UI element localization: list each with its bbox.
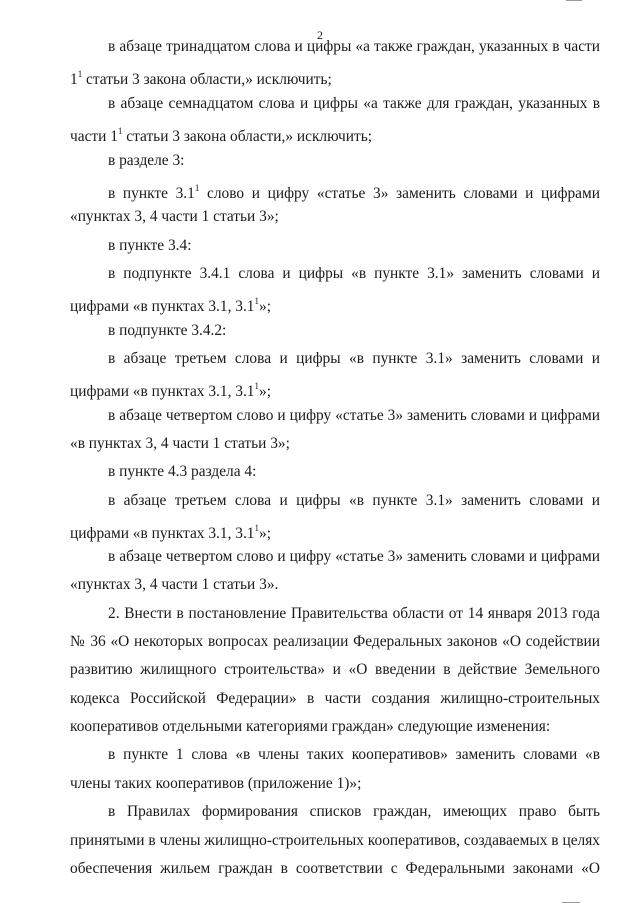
- text-line: [70, 832, 600, 850]
- text-line: [108, 95, 600, 113]
- line-text: в пункте 4.3 раздела 4:: [108, 463, 257, 480]
- text-line: [70, 775, 600, 793]
- line-text: в абзаце тринадцатом слова и цифры «а также граждан, указанных в части: [108, 38, 600, 55]
- text-line: [70, 123, 600, 146]
- text-line: [108, 548, 600, 566]
- text-line: [108, 463, 600, 481]
- line-text: развитию жилищного строительства» и «О введении в действие Земельного: [70, 661, 600, 678]
- line-text-segment: »;: [259, 383, 271, 401]
- line-text-segment: »;: [259, 298, 271, 316]
- text-line: [70, 633, 600, 651]
- line-text: «пунктах 3, 4 части 1 статьи 3».: [70, 576, 279, 593]
- text-line: [70, 690, 600, 708]
- text-line: [70, 576, 600, 594]
- superscript: 1: [254, 296, 260, 306]
- text-line: [70, 520, 600, 543]
- text-line: [108, 492, 600, 510]
- line-text-segment: части 1: [70, 128, 118, 146]
- line-text: кооперативов отдельными категориями граждан» следующие изменения:: [70, 718, 551, 735]
- line-text: в подпункте 3.4.2:: [108, 322, 227, 339]
- line-text-segment: цифрами «в пунктах 3.1, 3.1: [70, 298, 255, 316]
- text-line: [70, 66, 600, 89]
- line-text: в пункте 3.4:: [108, 237, 192, 254]
- text-line: [108, 265, 600, 283]
- line-text-segment: »;: [259, 525, 271, 543]
- line-text: № 36 «О некоторых вопросах реализации Федеральных законов «О содействии: [70, 633, 600, 650]
- line-text: в абзаце четвертом слово и цифру «статье 3» заменить словами и цифрами: [108, 407, 600, 424]
- line-text: в абзаце третьем слова и цифры «в пункте 3.1» заменить словами и: [108, 492, 600, 509]
- text-line: [70, 293, 600, 316]
- line-text-segment: слово и цифру «статье 3» заменить словами и цифрами: [199, 185, 600, 203]
- line-text: 2. Внести в постановление Правительства области от 14 января 2013 года: [108, 605, 600, 622]
- text-line: [108, 350, 600, 368]
- line-text: в разделе 3:: [108, 152, 185, 169]
- page-number: 2: [317, 28, 323, 42]
- superscript: 1: [254, 523, 260, 533]
- text-line: [108, 152, 600, 170]
- line-text-segment: цифрами «в пунктах 3.1, 3.1: [70, 525, 255, 543]
- line-text: «в пунктах 3, 4 части 1 статьи 3»;: [70, 435, 290, 452]
- text-line: [108, 237, 600, 255]
- line-text: члены таких кооперативов (приложение 1)»;: [70, 775, 362, 792]
- text-line: [108, 38, 600, 56]
- superscript: 1: [194, 183, 200, 193]
- line-text-segment: цифрами «в пунктах 3.1, 3.1: [70, 383, 255, 401]
- superscript: 1: [77, 69, 83, 79]
- line-text-segment: статьи 3 закона области,» исключить;: [122, 128, 373, 146]
- text-line: [108, 322, 600, 340]
- line-text: в абзаце семнадцатом слова и цифры «а также для граждан, указанных в: [108, 95, 600, 112]
- line-text: принятыми в члены жилищно-строительных кооперативов, создаваемых в целях: [70, 832, 600, 849]
- text-line: [108, 803, 600, 821]
- superscript: 1: [117, 126, 123, 136]
- line-text-segment: 1: [70, 71, 78, 89]
- line-text: в Правилах формирования списков граждан, имеющих право быть: [108, 803, 600, 820]
- line-text: в подпункте 3.4.1 слова и цифры «в пункте 3.1» заменить словами и: [108, 265, 600, 282]
- scan-mark-top: [566, 0, 582, 1]
- text-line: [70, 208, 600, 226]
- text-line: [108, 407, 600, 425]
- line-text-segment: статьи 3 закона области,» исключить;: [82, 71, 332, 89]
- text-line: [70, 718, 600, 736]
- line-text: кодекса Российской Федерации» в части создания жилищно-строительных: [70, 690, 600, 707]
- text-line: [70, 378, 600, 401]
- line-text-segment: в пункте 3.1: [108, 185, 195, 203]
- line-text: в пункте 1 слова «в члены таких кооперативов» заменить словами «в: [108, 746, 600, 763]
- superscript: 1: [254, 381, 260, 391]
- scan-mark-bottom: [562, 902, 580, 903]
- line-text: обеспечения жильем граждан в соответствии с Федеральными законами «О: [70, 860, 600, 877]
- text-line: [108, 180, 600, 203]
- text-line: [70, 860, 600, 878]
- line-text: «пунктах 3, 4 части 1 статьи 3»;: [70, 208, 279, 225]
- text-line: [108, 605, 600, 623]
- line-text: в абзаце четвертом слово и цифру «статье 3» заменить словами и цифрами: [108, 548, 600, 565]
- line-text: в абзаце третьем слова и цифры «в пункте 3.1» заменить словами и: [108, 350, 600, 367]
- text-line: [108, 746, 600, 764]
- text-line: [70, 435, 600, 453]
- text-line: [70, 661, 600, 679]
